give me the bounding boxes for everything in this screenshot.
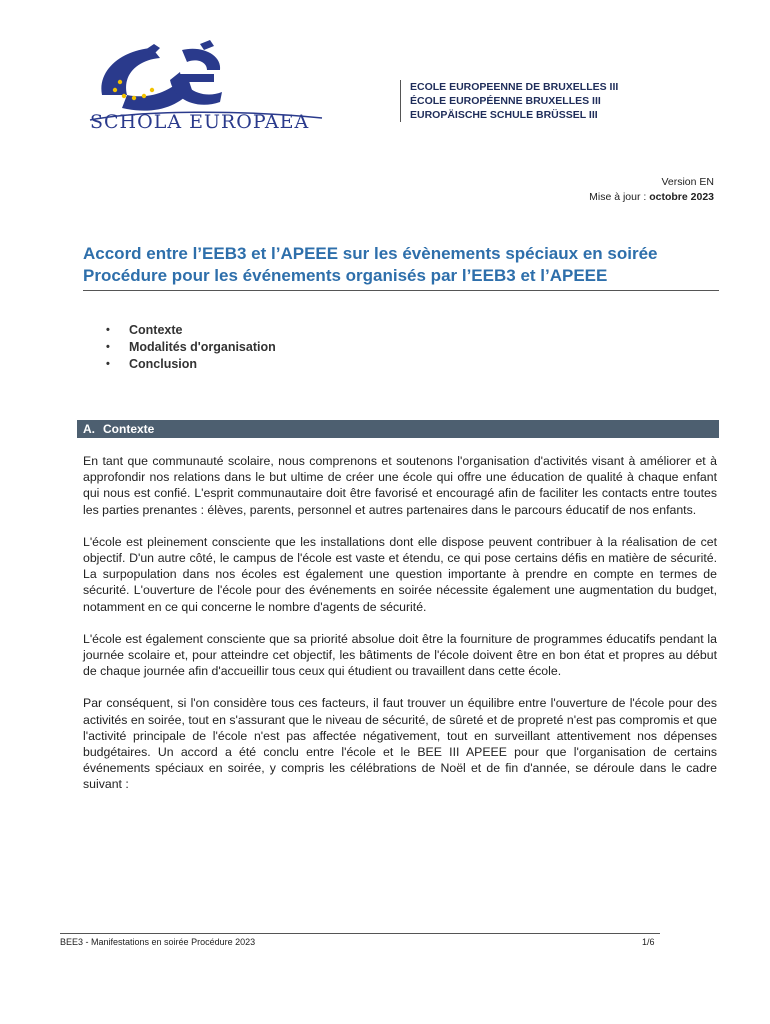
updated-line — [589, 190, 714, 205]
paragraph: L'école est pleinement consciente que les installations dont elle dispose peuvent contribuer à la réalisation de cet objectif. D'un autre côté, le campus de l'école est vaste et étendu, ce qui pose certains défis en matière de sécurité. La surpopulation dans nos écoles est également une question importante à prendre en compte en termes de sécurité. L'ouverture de l'école pour des événements en soirée nécessite également une augmentation du budget, notamment en ce qui concerne le nombre d'agents de sécurité. — [83, 534, 717, 614]
toc-item-label: Conclusion — [129, 357, 198, 371]
toc-item — [106, 339, 276, 356]
document-title — [83, 243, 719, 291]
footer-title: BEE3 - Manifestations en soirée Procédure 2023 — [60, 937, 256, 947]
school-names — [400, 80, 618, 122]
toc-item — [106, 322, 276, 339]
title-line-1: Accord entre l’EEB3 et l’APEEE sur les évènements spéciaux en soirée — [83, 244, 658, 263]
logo-text: SCHOLA EUROPAEA — [90, 111, 310, 133]
school-name-line: EUROPÄISCHE SCHULE BRÜSSEL III — [410, 109, 598, 121]
bullet-icon: • — [106, 324, 110, 336]
bullet-icon: • — [106, 358, 110, 370]
bullet-icon: • — [106, 341, 110, 353]
paragraph: L'école est également consciente que sa priorité absolue doit être la fourniture de programmes éducatifs pendant la journée scolaire et, pour atteindre cet objectif, les bâtiments de l'école doivent être en bon état et propres au début de chaque journée afin d'accueillir tous ceux qui étudient ou travaillent dans cette école. — [83, 631, 717, 679]
school-name-line: ÉCOLE EUROPÉENNE BRUXELLES III — [410, 95, 601, 107]
paragraph: Par conséquent, si l'on considère tous ces facteurs, il faut trouver un équilibre entre l'ouverture de l'école pour des activités en soirée, tout en s'assurant que le niveau de sécurité, de sûreté et de propreté n'est pas compromis et que l'activité principale de l'école n'est pas affectée négativement, tout en surveillant attentivement nos dépenses budgétaires. Un accord a été conclu entre l'école et le BEE III APEEE pour que l'organisation de certains événements spéciaux en soirée, y compris les célébrations de Noël et de fin d'année, se déroule dans le cadre suivant : — [83, 696, 717, 792]
toc-item-label: Contexte — [129, 323, 183, 337]
title-line-2: Procédure pour les événements organisés par l’EEB3 et l’APEEE — [83, 266, 608, 285]
paragraph: En tant que communauté scolaire, nous comprenons et soutenons l'organisation d'activités visant à améliorer et à approfondir nos relations dans le but ultime de créer une école qui offre une éducation de qualité à chaque enfant qui nous est confié. L'esprit communautaire doit être favorisé et encouragé afin de faciliter les contacts entre toutes les parties prenantes : élèves, parents, personnel et autres partenaires dans le parcours éducatif de nos enfants. — [83, 454, 717, 517]
toc-item — [106, 356, 276, 373]
table-of-contents — [106, 322, 276, 373]
school-name-line: ECOLE EUROPEENNE DE BRUXELLES III — [410, 81, 619, 93]
updated-label: Mise à jour : — [589, 191, 650, 203]
schola-europaea-logo-graphic — [82, 40, 332, 135]
section-title: Contexte — [103, 422, 155, 436]
updated-value: octobre 2023 — [649, 191, 714, 203]
version-label: Version EN — [661, 176, 714, 188]
toc-item-label: Modalités d'organisation — [129, 340, 276, 354]
body-text — [83, 453, 717, 809]
footer-divider — [60, 933, 660, 934]
section-heading-contexte — [77, 420, 719, 438]
section-letter: A. — [83, 422, 95, 436]
schola-europaea-logo — [82, 40, 332, 135]
version-info — [589, 175, 714, 205]
page-number: 1/6 — [642, 937, 655, 947]
